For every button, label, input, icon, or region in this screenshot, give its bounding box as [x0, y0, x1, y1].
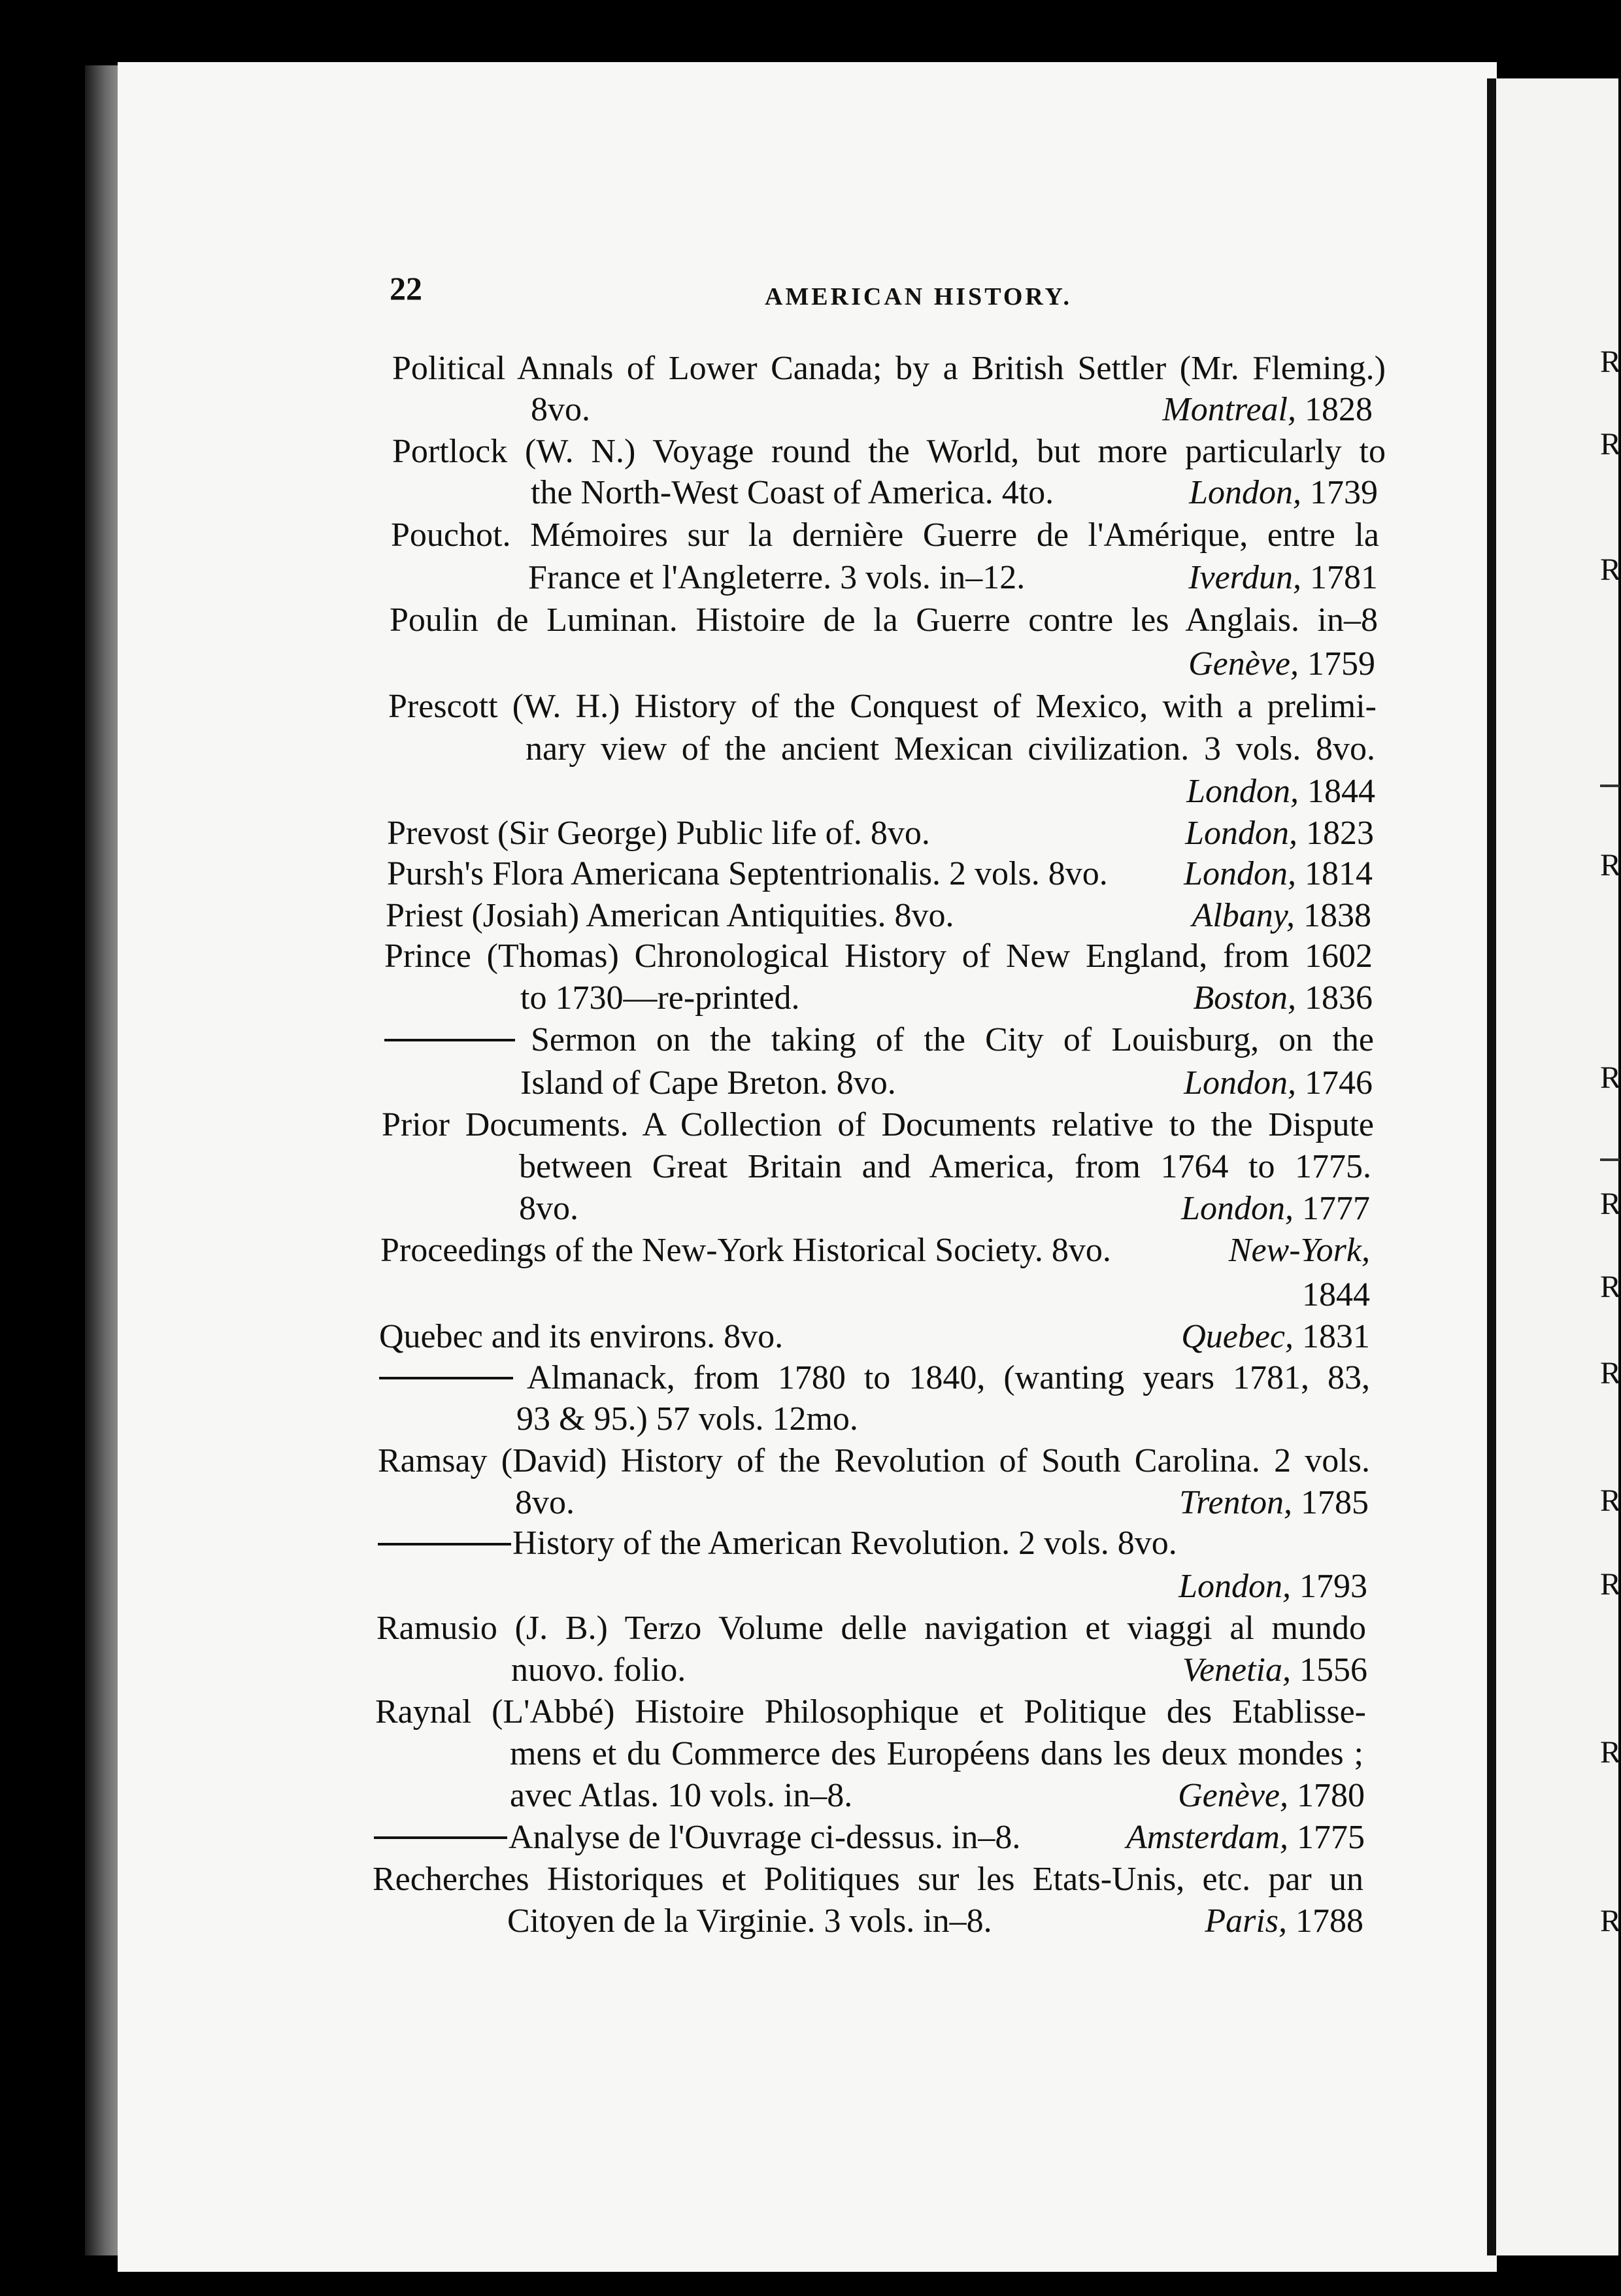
entry-line: avec Atlas. 10 vols. in–8. — [510, 1777, 853, 1814]
imprint-year: 1556 — [1299, 1651, 1367, 1689]
imprint-place: London, — [1185, 815, 1297, 852]
entry-line: 8vo. — [515, 1484, 575, 1521]
imprint-place: New-York, — [1228, 1232, 1370, 1269]
imprint-year: 1759 — [1307, 645, 1375, 683]
entry-line: Quebec and its environs. 8vo. — [379, 1318, 784, 1355]
imprint-place: Trenton, — [1179, 1484, 1292, 1521]
next-page-letter: R — [1600, 345, 1621, 379]
entry-line: Prevost (Sir George) Public life of. 8vo. — [387, 815, 930, 852]
imprint-year: 1828 — [1305, 391, 1373, 428]
entry-line: Pursh's Flora Americana Septentrionalis. 2 vols. 8vo. — [387, 855, 1108, 892]
entry-line: History of the American Revolution. 2 vols. 8vo. — [512, 1525, 1177, 1562]
entry-imprint — [1181, 1317, 1370, 1357]
imprint-year: 1844 — [1307, 773, 1375, 810]
imprint-year: 1793 — [1299, 1568, 1367, 1605]
imprint-year: 1781 — [1310, 559, 1378, 596]
entry-line: 8vo. — [519, 1190, 578, 1227]
entry-imprint — [1181, 1189, 1370, 1229]
entry-line: Recherches Historiques et Politiques sur les Etats-Unis, etc. par un — [373, 1861, 1363, 1898]
imprint-year: 1836 — [1305, 979, 1373, 1017]
entry-line: Sermon on the taking of the City of Louisburg, on the — [531, 1021, 1374, 1058]
entry-imprint — [1186, 771, 1375, 812]
entry-line: 93 & 95.) 57 vols. 12mo. — [516, 1400, 858, 1438]
entry-imprint — [1184, 1063, 1373, 1104]
imprint-year: 1823 — [1306, 815, 1374, 852]
entry-imprint — [1184, 854, 1373, 894]
imprint-place: London, — [1184, 855, 1296, 892]
ditto-rule — [384, 1039, 515, 1041]
entry-line: Priest (Josiah) American Antiquities. 8vo. — [386, 897, 954, 934]
imprint-place: Albany, — [1192, 897, 1295, 934]
next-page-letter: R — [1600, 1356, 1621, 1391]
entry-line: between Great Britain and America, from 1764 to 1775. — [519, 1148, 1371, 1185]
entry-line: Prescott (W. H.) History of the Conquest of Mexico, with a prelimi- — [388, 688, 1377, 725]
imprint-year: 1780 — [1297, 1777, 1365, 1814]
imprint-place: London, — [1184, 1064, 1296, 1102]
entry-line: nary view of the ancient Mexican civilization. 3 vols. 8vo. — [526, 730, 1375, 768]
entry-imprint — [1126, 1817, 1365, 1858]
next-page-letter: R — [1600, 552, 1621, 587]
ditto-rule — [374, 1836, 507, 1839]
imprint-year: 1775 — [1297, 1819, 1365, 1856]
imprint-place: Amsterdam, — [1126, 1819, 1288, 1856]
imprint-year: 1838 — [1303, 897, 1371, 934]
entry-line: the North-West Coast of America. 4to. — [531, 474, 1054, 511]
imprint-place: Montreal, — [1162, 391, 1296, 428]
entry-line: Proceedings of the New-York Historical Society. 8vo. — [380, 1232, 1111, 1269]
entry-line: Citoyen de la Virginie. 3 vols. in–8. — [507, 1902, 992, 1940]
entry-line: Prince (Thomas) Chronological History of New England, from 1602 — [384, 937, 1373, 975]
entry-line: France et l'Angleterre. 3 vols. in–12. — [528, 559, 1026, 596]
entry-line: nuovo. folio. — [511, 1651, 686, 1689]
entry-line: mens et du Commerce des Européens dans les deux mondes ; — [510, 1735, 1363, 1772]
entry-line: 8vo. — [531, 391, 590, 428]
imprint-place: London, — [1178, 1568, 1291, 1605]
entry-imprint — [1205, 1901, 1363, 1942]
entry-line: Pouchot. Mémoires sur la dernière Guerre de l'Amérique, entre la — [391, 516, 1379, 554]
entry-imprint — [1188, 558, 1378, 598]
entry-imprint — [1229, 1230, 1370, 1271]
imprint-place: London, — [1189, 474, 1301, 511]
entry-imprint — [1162, 390, 1373, 430]
next-page-letter: R — [1600, 1904, 1621, 1938]
entry-line: Analyse de l'Ouvrage ci-dessus. in–8. — [509, 1819, 1021, 1856]
imprint-year: 1746 — [1305, 1064, 1373, 1102]
imprint-place: Quebec, — [1181, 1318, 1294, 1355]
imprint-place: Paris, — [1205, 1902, 1287, 1940]
imprint-place: Venetia, — [1182, 1651, 1291, 1689]
next-page-letter: R — [1600, 1270, 1621, 1304]
entry-line: Ramsay (David) History of the Revolution of South Carolina. 2 vols. — [378, 1442, 1370, 1479]
imprint-year: 1814 — [1305, 855, 1373, 892]
imprint-year: 1831 — [1302, 1318, 1370, 1355]
imprint-place: Boston, — [1193, 979, 1296, 1017]
imprint-year: 1777 — [1302, 1190, 1370, 1227]
entry-imprint — [1182, 1650, 1367, 1691]
entry-imprint — [1179, 1483, 1369, 1523]
next-page-letter: R — [1600, 1735, 1621, 1770]
entry-line: Almanack, from 1780 to 1840, (wanting years 1781, 83, — [527, 1359, 1370, 1396]
ditto-rule — [378, 1543, 511, 1545]
next-page-letter: R — [1600, 1567, 1621, 1602]
imprint-year: 1785 — [1301, 1484, 1369, 1521]
page-number: 22 — [390, 270, 422, 307]
entry-line: Island of Cape Breton. 8vo. — [520, 1064, 896, 1102]
entry-imprint — [1189, 473, 1378, 513]
imprint-place: Genève, — [1188, 645, 1299, 683]
entry-line: Ramusio (J. B.) Terzo Volume delle navigation et viaggi al mundo — [376, 1610, 1366, 1647]
imprint-place: London, — [1186, 773, 1299, 810]
running-head: AMERICAN HISTORY. — [765, 283, 1072, 311]
imprint-place: Iverdun, — [1188, 559, 1301, 596]
entry-line: Prior Documents. A Collection of Documents relative to the Dispute — [382, 1106, 1374, 1143]
next-page-letter: R — [1600, 1060, 1621, 1095]
entry-imprint-year: 1844 — [1302, 1276, 1370, 1313]
entry-imprint — [1188, 644, 1375, 684]
imprint-year: 1739 — [1310, 474, 1378, 511]
entry-imprint — [1178, 1566, 1367, 1607]
imprint-place: London, — [1181, 1190, 1294, 1227]
imprint-place: Genève, — [1178, 1777, 1288, 1814]
next-page-letter: R — [1600, 427, 1621, 462]
ditto-rule — [379, 1377, 513, 1379]
imprint-year: 1788 — [1295, 1902, 1363, 1940]
next-page-letter: R — [1600, 1187, 1621, 1221]
entry-imprint — [1192, 896, 1371, 936]
entry-imprint — [1178, 1776, 1365, 1816]
entry-line: to 1730—re-printed. — [520, 979, 800, 1017]
entry-imprint — [1194, 978, 1373, 1019]
entry-line: Raynal (L'Abbé) Histoire Philosophique et Politique des Etablisse- — [375, 1693, 1366, 1730]
entry-line: Portlock (W. N.) Voyage round the World, but more particularly to — [392, 433, 1386, 470]
next-page-letter: R — [1600, 1483, 1621, 1518]
entry-line: Poulin de Luminan. Histoire de la Guerre contre les Anglais. in–8 — [390, 601, 1378, 639]
entry-imprint — [1185, 813, 1374, 854]
entry-line: Political Annals of Lower Canada; by a British Settler (Mr. Fleming.) — [392, 350, 1386, 387]
next-page-letter: R — [1600, 848, 1621, 883]
